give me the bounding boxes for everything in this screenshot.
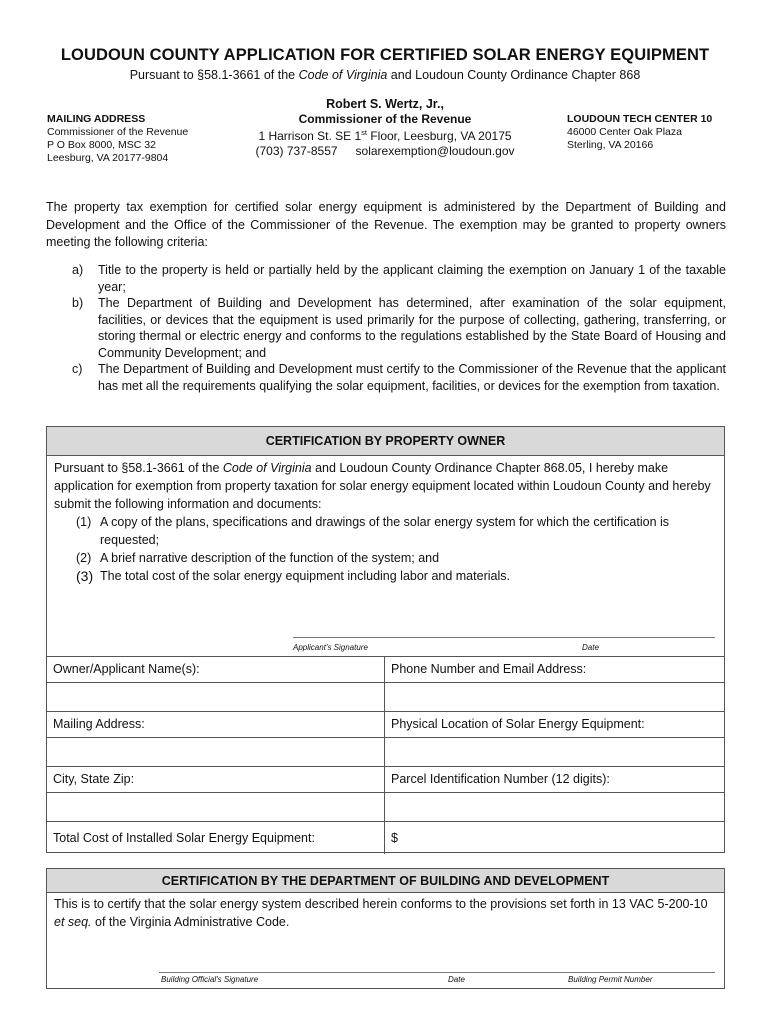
document-item: (3) The total cost of the solar energy equipment including labor and materials. [76, 568, 510, 584]
applicant-info-grid [47, 656, 724, 854]
dept-certification-text: This is to certify that the solar energy system described herein conforms to the provisions set forth in 13 VAC 5-200-10 et seq. of the Virginia Administrative Code. [54, 897, 708, 929]
field-label-row [47, 766, 724, 792]
total-cost-label: Total Cost of Installed Solar Energy Equipment: [47, 822, 385, 854]
city-state-zip-field[interactable] [47, 793, 385, 821]
document-item: (2) A brief narrative description of the function of the system; and [76, 551, 440, 565]
phone-email-label: Phone Number and Email Address: [391, 662, 587, 676]
form-subtitle: Pursuant to §58.1-3661 of the Code of Virginia and Loudoun County Ordinance Chapter 868 [129, 68, 641, 82]
owner-certification-text: Pursuant to §58.1-3661 of the Code of Virginia and Loudoun County Ordinance Chapter 868.05, I hereby make application for exemption from property taxation for solar energy equipment located within Loudoun County and hereby submit the following information and documents: [54, 461, 711, 511]
applicant-signature-label: Applicant's Signature [293, 643, 368, 652]
mailing-address-field[interactable] [47, 738, 385, 766]
tech-center-line-2: Sterling, VA 20166 [567, 139, 654, 151]
owner-name-field[interactable] [47, 683, 385, 711]
tech-center-block [567, 113, 712, 152]
official-date-label: Date [448, 975, 465, 984]
official-signature-label: Building Official's Signature [161, 975, 259, 984]
commissioner-contact [230, 144, 540, 159]
building-permit-number-label: Building Permit Number [568, 975, 653, 984]
field-label-row [47, 711, 724, 737]
form-title: LOUDOUN COUNTY APPLICATION FOR CERTIFIED SOLAR ENERGY EQUIPMENT [60, 46, 710, 64]
criteria-item: a) Title to the property is held or partially held by the applicant claiming the exemption on January 1 of the taxable year; [72, 263, 726, 294]
document-list [76, 513, 717, 585]
field-value-row [47, 737, 724, 766]
total-cost-field[interactable]: $ [391, 831, 398, 845]
tech-center-line-1: 46000 Center Oak Plaza [567, 126, 682, 138]
applicant-signature-line[interactable] [293, 637, 715, 638]
owner-certification-section [46, 426, 725, 853]
mailing-line-3: Leesburg, VA 20177-9804 [47, 152, 169, 164]
commissioner-role: Commissioner of the Revenue [298, 111, 472, 126]
commissioner-phone: (703) 737-8557 [255, 143, 338, 158]
mailing-line-2: P O Box 8000, MSC 32 [47, 139, 156, 151]
commissioner-block [230, 97, 540, 158]
criteria-list [72, 262, 726, 394]
physical-location-label: Physical Location of Solar Energy Equipment: [391, 717, 645, 731]
applicant-date-label: Date [582, 643, 599, 652]
mailing-address-block [47, 113, 188, 165]
criteria-item: c) The Department of Building and Development must certify to the Commissioner of the Revenue that the applicant has met all the requirements qualifying the solar equipment, facilities, or devices for the exemption from taxation. [72, 362, 726, 393]
field-value-row [47, 682, 724, 711]
commissioner-email[interactable]: solarexemption@loudoun.gov [355, 143, 515, 158]
mailing-address-heading: MAILING ADDRESS [47, 113, 146, 125]
document-item: (1) A copy of the plans, specifications and drawings of the solar energy system for which the certification is requested; [76, 515, 670, 547]
official-signature-line[interactable] [159, 972, 715, 973]
mailing-address-label: Mailing Address: [47, 712, 385, 737]
criteria-item: b) The Department of Building and Development has determined, after examination of the solar equipment, facilities, or devices that the equipment is used primarily for the purpose of collecting, gathering, transferring, or storing thermal or electric energy and conforms to the regulations established by the State Board of Housing and Community Development; and [72, 296, 726, 360]
owner-name-label: Owner/Applicant Name(s): [47, 657, 385, 682]
field-label-row [47, 656, 724, 682]
parcel-id-field[interactable] [385, 793, 724, 821]
parcel-id-label: Parcel Identification Number (12 digits): [391, 772, 610, 786]
total-cost-row [47, 821, 724, 854]
mailing-line-1: Commissioner of the Revenue [47, 126, 189, 138]
commissioner-name: Robert S. Wertz, Jr., [326, 97, 444, 111]
physical-location-field[interactable] [385, 738, 724, 766]
city-state-zip-label: City, State Zip: [47, 767, 385, 792]
phone-email-field[interactable] [385, 683, 724, 711]
owner-certification-body [47, 456, 724, 585]
field-value-row [47, 792, 724, 821]
owner-certification-heading: CERTIFICATION BY PROPERTY OWNER [47, 427, 724, 456]
dept-certification-heading: CERTIFICATION BY THE DEPARTMENT OF BUILDING AND DEVELOPMENT [47, 869, 724, 893]
intro-paragraph: The property tax exemption for certified solar energy equipment is administered by the Department of Building and Development and the Office of the Commissioner of the Revenue. The exemption may be granted to property owners meeting the following criteria: [46, 200, 726, 249]
commissioner-address: 1 Harrison St. SE 1st Floor, Leesburg, VA 20175 [258, 128, 512, 143]
dept-certification-section [46, 868, 725, 989]
tech-center-heading: LOUDOUN TECH CENTER 10 [567, 113, 713, 125]
